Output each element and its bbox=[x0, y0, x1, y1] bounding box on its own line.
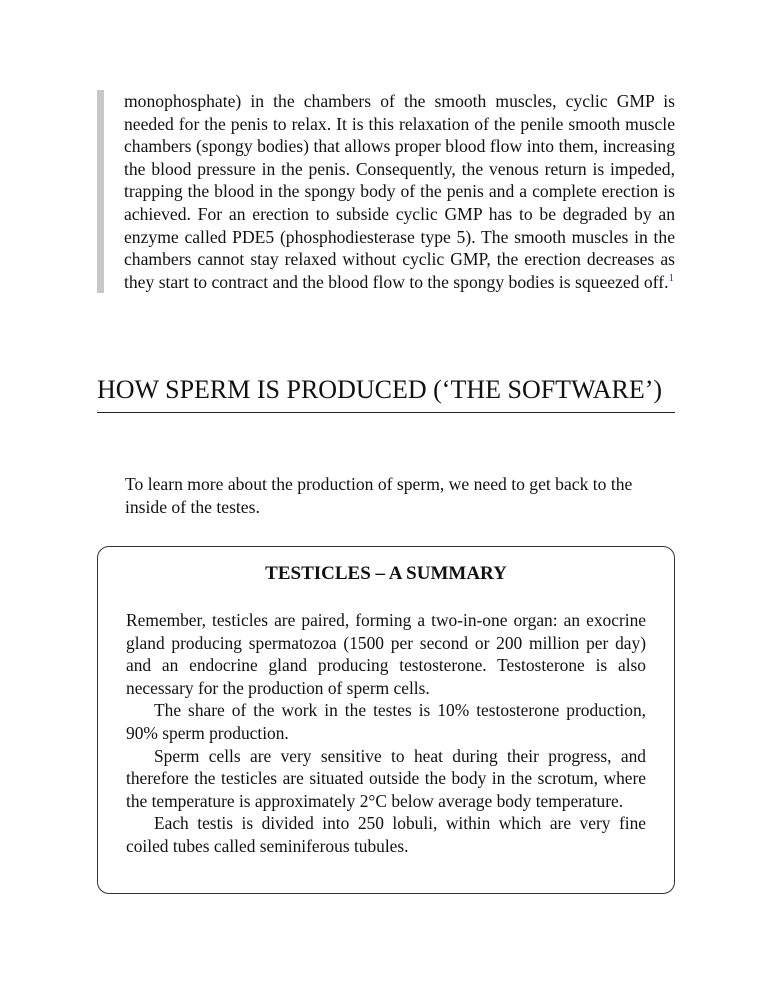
summary-paragraph: Sperm cells are very sensitive to heat during their progress, and therefore the testicles are situated outside the body in the scrotum, where the temperature is approximately 2°C below average body temperature. bbox=[126, 745, 646, 811]
summary-box bbox=[97, 546, 675, 894]
summary-paragraph: Each testis is divided into 250 lobuli, within which are very fine coiled tubes called seminiferous tubules. bbox=[126, 813, 646, 856]
summary-paragraph: The share of the work in the testes is 10% testosterone production, 90% sperm production. bbox=[126, 700, 646, 743]
footnote-marker[interactable]: 1 bbox=[668, 271, 674, 284]
quote-text: monophosphate) in the chambers of the smooth muscles, cyclic GMP is needed for the penis to relax. It is this relaxation of the penile smooth muscle chambers (spongy bodies) that allows proper blood flow into them, increasing the blood pressure in the penis. Consequently, the venous return is impeded, trapping the blood in the spongy body of the penis and a complete erection is achieved. For an erection to subside cyclic GMP has to be degraded by an enzyme called PDE5 (phosphodiesterase type 5). The smooth muscles in the chambers cannot stay relaxed without cyclic GMP, the erection decreases as they start to contract and the blood flow to the spongy bodies is squeezed off. bbox=[124, 91, 675, 292]
summary-paragraph: Remember, testicles are paired, forming a two-in-one organ: an exocrine gland producing spermatozoa (1500 per second or 200 million per day) and an endocrine gland producing testosterone. Testosterone is also necessary for the production of sperm cells. bbox=[126, 610, 646, 698]
section-heading: HOW SPERM IS PRODUCED (‘THE SOFTWARE’) bbox=[97, 374, 675, 413]
summary-box-title: TESTICLES – A SUMMARY bbox=[265, 563, 507, 584]
quote-paragraph bbox=[124, 90, 675, 293]
intro-paragraph: To learn more about the production of sperm, we need to get back to the inside of the testes. bbox=[125, 474, 633, 517]
quote-block bbox=[97, 90, 675, 293]
